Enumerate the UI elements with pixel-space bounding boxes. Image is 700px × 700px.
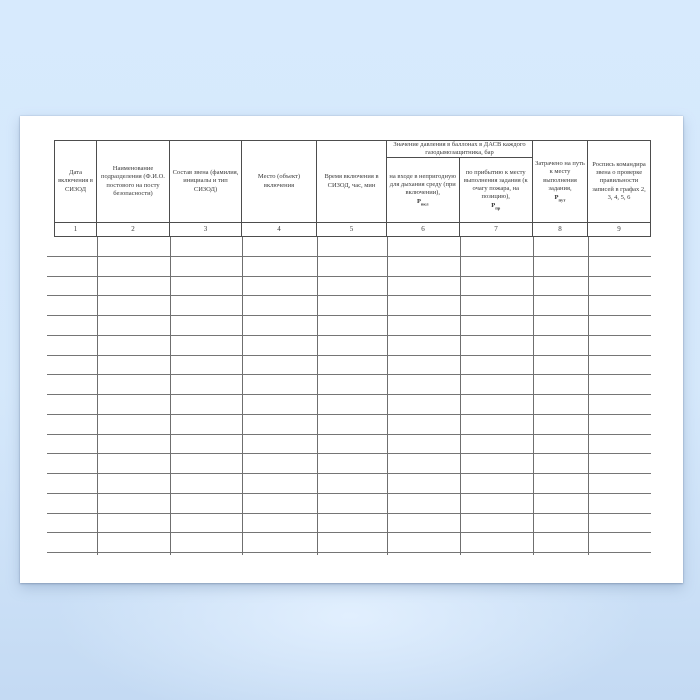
table-row xyxy=(47,336,651,356)
column-number: 1 xyxy=(55,222,97,236)
column-number-row xyxy=(54,222,651,237)
table-row xyxy=(47,237,651,257)
column-separator-line xyxy=(533,237,534,555)
col-header-location xyxy=(242,141,317,222)
col-header-time xyxy=(317,141,387,222)
spent-on-route-symbol: $Р_{пут}$ xyxy=(554,193,566,203)
column-number: 9 xyxy=(617,225,621,233)
table-row xyxy=(47,277,651,297)
table-row xyxy=(47,494,651,514)
column-number: 7 xyxy=(460,222,533,236)
col-header-unit-name xyxy=(97,141,170,222)
column-separator-line xyxy=(460,237,461,555)
col-header-team-composition xyxy=(170,141,242,222)
column-separator-line xyxy=(317,237,318,555)
table-row xyxy=(47,514,651,534)
table-row xyxy=(47,356,651,376)
column-separator-line xyxy=(242,237,243,555)
column-number: 5 xyxy=(317,222,387,236)
column-number: 2 xyxy=(97,222,170,236)
col-header-unit-name-label: Наименование подразделения (Ф.И.О. постового на посту безопасности) xyxy=(101,165,165,197)
col-header-commander-signature xyxy=(588,141,650,222)
pressure-group xyxy=(387,141,533,222)
table-row xyxy=(47,375,651,395)
col-header-date xyxy=(55,141,97,222)
pressure-group-header-label: Значение давления в баллонах в ДАСВ каждого газодымозащитника, бар xyxy=(393,141,526,156)
table-row xyxy=(47,257,651,277)
column-number: 4 xyxy=(242,222,317,236)
col-header-pressure-arrival xyxy=(460,158,533,222)
column-number: 3 xyxy=(170,222,242,236)
col-header-spent-on-route xyxy=(533,141,588,222)
pressure-group-header xyxy=(387,141,532,158)
column-number: 6 xyxy=(387,222,460,236)
table-row xyxy=(47,395,651,415)
table-row xyxy=(47,296,651,316)
column-separator-line xyxy=(387,237,388,555)
table-row xyxy=(47,533,651,553)
table-row xyxy=(47,435,651,455)
table-row xyxy=(47,474,651,494)
table-row xyxy=(47,316,651,336)
table-row xyxy=(47,415,651,435)
col-header-pressure-entry xyxy=(387,158,460,222)
col-header-commander-signature-label: Роспись командира звена о проверке правильности записей в графах 2, 3, 4, 5, 6 xyxy=(592,161,646,201)
table-row xyxy=(47,454,651,474)
column-separator-line xyxy=(97,237,98,555)
column-separator-line xyxy=(170,237,171,555)
pressure-entry-symbol: $Р_{вкл}$ xyxy=(416,198,429,207)
col-header-team-composition-label: Состав звена (фамилия, инициалы и тип СИЗОД) xyxy=(172,169,239,193)
column-number: 8 xyxy=(533,222,588,236)
col-header-spent-on-route-label: Затрачено на путь к месту выполнения задания, xyxy=(535,160,585,192)
table-header-row xyxy=(54,140,651,223)
column-separator-line xyxy=(588,237,589,555)
col-header-date-label: Дата включения в СИЗОД xyxy=(58,169,93,193)
pressure-arrival-symbol: $Р_{пр}$ xyxy=(491,202,501,211)
table-body xyxy=(47,237,651,553)
col-header-pressure-entry-label: на входе в непригодную для дыхания среду (при включении), xyxy=(389,172,457,197)
pressure-group-subcells xyxy=(387,158,532,222)
col-header-location-label: Место (объект) включения xyxy=(257,173,301,189)
col-header-pressure-arrival-label: по прибытию к месту выполнения задания (к очагу пожара, на позицию), xyxy=(463,168,528,201)
journal-page xyxy=(20,116,683,583)
col-header-time-label: Время включения в СИЗОД, час, мин xyxy=(324,173,379,189)
